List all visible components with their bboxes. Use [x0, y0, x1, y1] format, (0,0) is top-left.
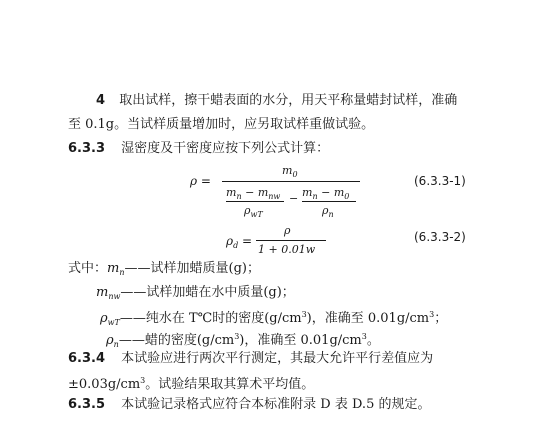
eq2-number: (6.3.3-2)	[414, 230, 466, 244]
clause-number: 6.3.3	[68, 141, 106, 156]
eq1-b-denominator: $\rho_n$	[322, 204, 334, 219]
eq1-b-fraction-bar	[302, 201, 356, 202]
clause-number: 6.3.5	[68, 397, 106, 412]
eq2-lhs: $\rho_d$ =	[226, 234, 253, 250]
eq1-minus: −	[289, 192, 299, 205]
step-number: 4	[96, 93, 106, 108]
clause-text: 湿密度及干密度应按下列公式计算：	[121, 141, 330, 156]
clause-6-3-4-line-1	[68, 350, 433, 368]
eq1-main-fraction-bar	[222, 181, 360, 182]
eq1-lhs: ρ =	[190, 174, 211, 188]
eq1-a-denominator: $\rho_{wT}$	[244, 204, 263, 219]
eq1-b-numerator: $m_n - m_0$	[302, 186, 350, 201]
clause-6-3-5	[68, 396, 430, 414]
where-label: 式中：	[68, 261, 108, 276]
clause-6-3-4-line-2: $\pm 0.03g/cm^3$。试验结果取其算术平均值。	[68, 376, 315, 392]
eq1-numerator: $m_0$	[282, 164, 298, 179]
clause-text: 本试验记录格式应符合本标准附录 D 表 D.5 的规定。	[121, 397, 431, 412]
clause-text: 本试验应进行两次平行测定，其最大允许平行差值应为	[121, 351, 434, 366]
clause-number: 6.3.4	[68, 351, 106, 366]
step-4-line-1	[96, 92, 457, 110]
definition-2: $m_{nw}——$试样加蜡在水中质量(g)；	[96, 285, 295, 301]
step-4-line-2: 至 0.1g。当试样质量增加时，应另取试样重做试验。	[68, 117, 375, 132]
eq2-denominator: 1 + 0.01w	[258, 243, 316, 256]
eq1-number: (6.3.3-1)	[414, 174, 466, 188]
definition-3: $\rho_{wT}——$纯水在 T℃时的密度$(g/cm^3)$，准确至 $0.01g/cm^3$；	[100, 310, 448, 327]
eq2-fraction-bar	[256, 240, 326, 241]
clause-6-3-3	[68, 140, 329, 158]
definition-4: $\rho_n——$蜡的密度$(g/cm^3)$，准确至 $0.01g/cm^3$。	[106, 332, 380, 349]
eq2-numerator: ρ	[284, 224, 291, 237]
step-4-text-1: 取出试样，擦干蜡表面的水分，用天平称量蜡封试样，准确	[119, 93, 458, 108]
definition-1: 式中：$m_n——$试样加蜡质量(g)；	[68, 261, 260, 277]
eq1-a-numerator: $m_n - m_{nw}$	[226, 186, 281, 201]
eq1-a-fraction-bar	[226, 201, 284, 202]
